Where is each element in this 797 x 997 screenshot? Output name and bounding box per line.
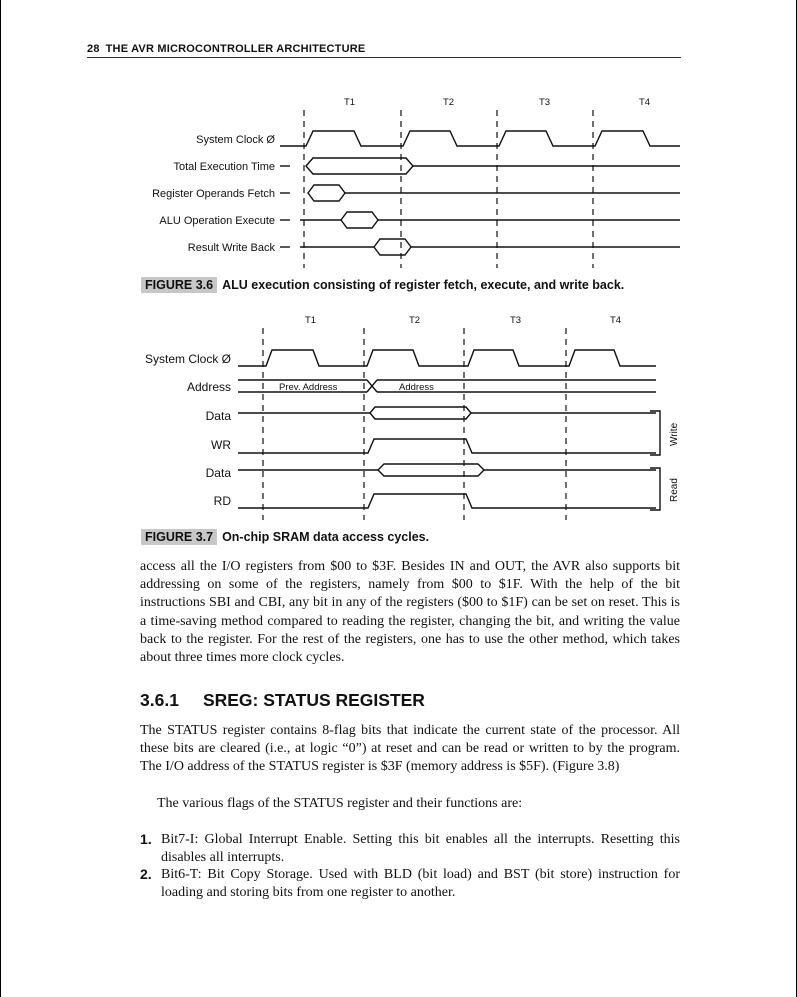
list-item-text: Bit7-I: Global Interrupt Enable. Setting this bit enables all the interrupts. Resetting this disables all interrupts. xyxy=(161,832,680,865)
bracket-label-read: Read xyxy=(669,478,680,502)
bus-label-prev-address: Prev. Address xyxy=(279,382,338,393)
signal-label-write-data: Data xyxy=(205,409,231,423)
section-title: SREG: STATUS REGISTER xyxy=(202,690,425,710)
write-bracket xyxy=(650,411,660,455)
signal-label-register-operands-fetch: Register Operands Fetch xyxy=(152,188,275,200)
signal-label-system-clock: System Clock Ø xyxy=(196,134,275,146)
body-paragraph-1: access all the I/O registers from $00 to $3F. Besides IN and OUT, the AVR also supports bit addressing on some of the registers, namely from $00 to $1F. With the help of the bit instructions SBI and CBI, any bit in any of the registers ($00 to $1F) can be set on reset. This is a time-saving method compared to reading the register, changing the bit, and writing the value back to the register. For the rest of the registers, one has to use the other method, which takes about three times more clock cycles. xyxy=(140,559,680,666)
list-item-1 xyxy=(140,831,680,866)
period-label-t3: T3 xyxy=(539,97,551,108)
period-label-t4: T4 xyxy=(610,315,622,326)
list-number: 1. xyxy=(140,831,152,847)
signal-label-wr: WR xyxy=(211,438,231,452)
signal-label-alu-operation-execute: ALU Operation Execute xyxy=(159,215,275,227)
figure-3-6-tag: FIGURE 3.6 xyxy=(141,277,217,293)
page-number: 28 xyxy=(87,43,100,55)
read-bracket xyxy=(650,468,660,510)
bus-label-address: Address xyxy=(399,382,434,393)
section-number: 3.6.1 xyxy=(140,690,179,710)
body-paragraph-2: The STATUS register contains 8-flag bits that indicate the current state of the processor. All these bits are cleared (i.e., at logic “0”) at reset and can be read or written to by the program. The I/O address of the STATUS register is $3F (memory address is $5F). (Figure 3.8) xyxy=(140,723,680,775)
period-label-t1: T1 xyxy=(305,315,317,326)
list-number: 2. xyxy=(140,866,152,882)
rd-waveform xyxy=(238,494,656,508)
figure-3-7-caption-text: On-chip SRAM data access cycles. xyxy=(222,530,430,544)
period-label-t2: T2 xyxy=(409,315,421,326)
signal-label-total-execution-time: Total Execution Time xyxy=(173,161,275,173)
read-data-bus xyxy=(378,464,484,476)
list-item-2 xyxy=(140,866,680,901)
list-item-text: Bit6-T: Bit Copy Storage. Used with BLD (bit load) and BST (bit store) instruction for loading and storing bits from one register to another. xyxy=(161,867,680,900)
system-clock-waveform xyxy=(238,350,656,366)
signal-label-read-data: Data xyxy=(205,466,231,480)
figure-3-7-caption xyxy=(141,530,429,544)
figure-3-7-tag: FIGURE 3.7 xyxy=(141,529,217,545)
body-paragraph-3: The various flags of the STATUS register and their functions are: xyxy=(157,796,523,811)
figure-3-6-caption-text: ALU execution consisting of register fetch, execute, and write back. xyxy=(222,278,625,292)
wr-waveform xyxy=(238,439,656,453)
period-label-t3: T3 xyxy=(510,315,522,326)
signal-label-rd: RD xyxy=(213,494,231,508)
signal-label-system-clock: System Clock Ø xyxy=(144,352,231,366)
bracket-label-write: Write xyxy=(669,422,680,446)
signal-label-result-write-back: Result Write Back xyxy=(187,242,275,254)
period-label-t2: T2 xyxy=(443,97,455,108)
section-heading xyxy=(140,690,425,711)
write-data-bus xyxy=(370,407,471,419)
period-label-t1: T1 xyxy=(344,97,356,108)
period-label-t4: T4 xyxy=(639,97,651,108)
signal-label-address: Address xyxy=(186,380,231,394)
running-head-title: THE AVR MICROCONTROLLER ARCHITECTURE xyxy=(105,43,366,55)
